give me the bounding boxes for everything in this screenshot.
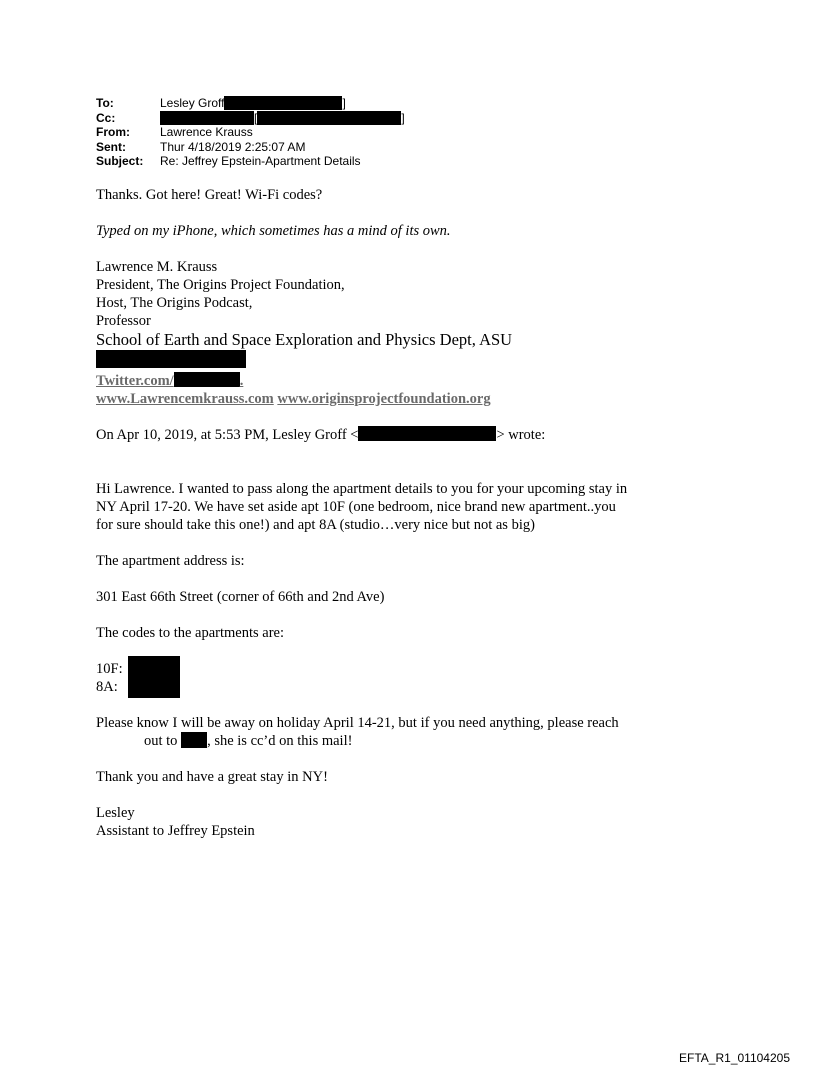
subject-value: Re: Jeffrey Epstein-Apartment Details bbox=[160, 154, 361, 168]
thanks-line: Thank you and have a great stay in NY! bbox=[96, 769, 328, 785]
signature-block bbox=[96, 258, 736, 408]
redaction-block bbox=[358, 426, 496, 441]
email-body bbox=[96, 186, 736, 840]
redaction-block bbox=[181, 732, 207, 748]
sent-label: Sent: bbox=[96, 139, 126, 154]
sent-row bbox=[96, 140, 405, 155]
sign-title: Assistant to Jeffrey Epstein bbox=[96, 823, 255, 839]
sign-name: Lesley bbox=[96, 805, 135, 821]
sent-value: Thur 4/18/2019 2:25:07 AM bbox=[160, 139, 306, 154]
twitter-link-tail[interactable]: . bbox=[239, 373, 244, 389]
codes-block bbox=[96, 660, 736, 696]
quoted-intro-end: > wrote: bbox=[496, 427, 546, 443]
reply-text: Thanks. Got here! Great! Wi-Fi codes? bbox=[96, 187, 323, 203]
to-label: To: bbox=[96, 96, 114, 110]
from-row bbox=[96, 125, 405, 140]
website-link-krauss[interactable]: www.Lawrencemkrauss.com bbox=[96, 391, 274, 407]
cc-row bbox=[96, 111, 405, 126]
signature-title-1: President, The Origins Project Foundation, bbox=[96, 277, 345, 293]
address-label: The apartment address is: bbox=[96, 553, 245, 569]
to-row bbox=[96, 96, 405, 111]
subject-label: Subject: bbox=[96, 154, 144, 168]
subject-row bbox=[96, 154, 405, 169]
address-text: 301 East 66th Street (corner of 66th and 2nd Ave) bbox=[96, 589, 385, 605]
redaction-block bbox=[128, 656, 180, 698]
redaction-block bbox=[160, 111, 254, 125]
away-cont-start: out to bbox=[144, 733, 178, 749]
quoted-intro-start: On Apr 10, 2019, at 5:53 PM, Lesley Groff < bbox=[96, 427, 359, 443]
mobile-signature: Typed on my iPhone, which sometimes has a mind of its own. bbox=[96, 223, 451, 239]
website-link-origins[interactable]: www.originsprojectfoundation.org bbox=[277, 391, 491, 407]
away-line: Please know I will be away on holiday April 14-21, but if you need anything, please reach bbox=[96, 715, 619, 731]
codes-label: The codes to the apartments are: bbox=[96, 625, 285, 641]
redaction-block bbox=[96, 350, 246, 368]
code-label-8a: 8A: bbox=[96, 679, 118, 695]
to-value: Lesley Groff bbox=[160, 96, 225, 110]
cc-bracket-end: ] bbox=[401, 110, 405, 125]
cc-label: Cc: bbox=[96, 110, 116, 125]
away-continuation bbox=[96, 732, 736, 750]
redaction-block bbox=[257, 111, 401, 125]
email-header bbox=[96, 96, 405, 169]
signature-school: School of Earth and Space Exploration and Physics Dept, ASU bbox=[96, 330, 513, 349]
document-id: EFTA_R1_01104205 bbox=[679, 1051, 790, 1065]
from-value: Lawrence Krauss bbox=[160, 125, 253, 139]
redaction-block bbox=[174, 372, 240, 387]
twitter-link[interactable]: Twitter.com/ bbox=[96, 373, 174, 389]
quoted-paragraph: Hi Lawrence. I wanted to pass along the apartment details to you for your upcoming stay in NY April 17-20. We have set aside apt 10F (one bedroom, nice brand new apartment..you for sure should take this one!) and apt 8A (studio…very nice but not as big) bbox=[96, 481, 628, 533]
cc-bracket: [ bbox=[254, 110, 258, 125]
code-label-10f: 10F: bbox=[96, 661, 123, 677]
signature-name: Lawrence M. Krauss bbox=[96, 259, 218, 275]
away-cont-end: , she is cc’d on this mail! bbox=[207, 733, 353, 749]
to-bracket-end: ] bbox=[342, 96, 346, 110]
redaction-block bbox=[224, 96, 342, 110]
quoted-intro bbox=[96, 426, 736, 444]
from-label: From: bbox=[96, 125, 130, 139]
signature-title-3: Professor bbox=[96, 313, 151, 329]
signature-title-2: Host, The Origins Podcast, bbox=[96, 295, 253, 311]
